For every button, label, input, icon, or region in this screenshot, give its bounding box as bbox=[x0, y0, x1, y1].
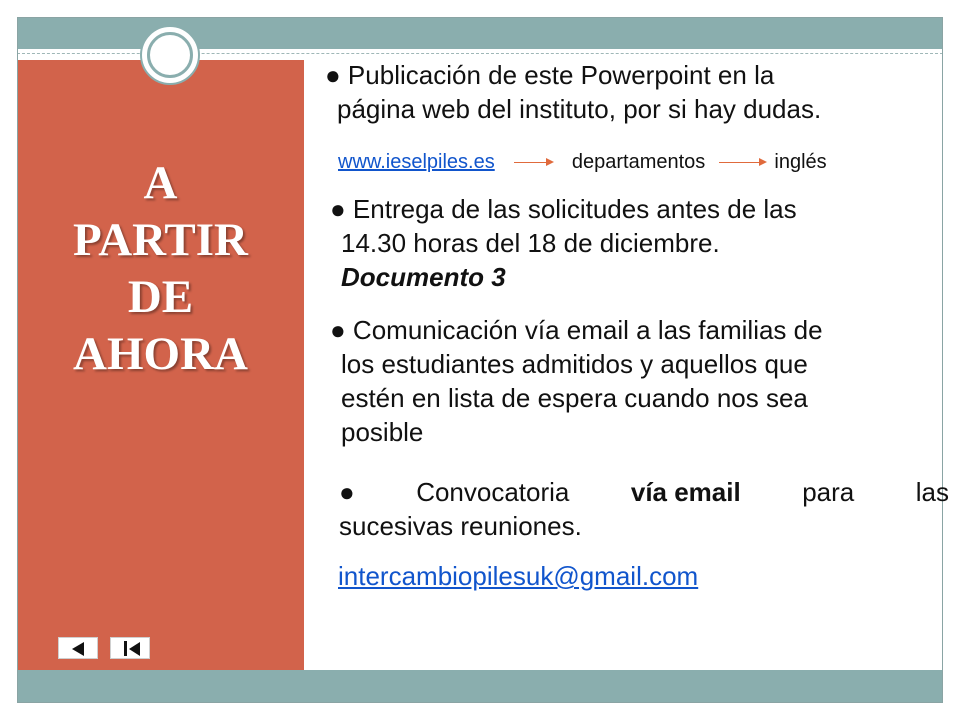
side-title-line: PARTIR bbox=[72, 214, 249, 266]
bullet-text: ● Comunicación vía email a las familias de bbox=[330, 315, 823, 345]
bullet-word: Convocatoria bbox=[416, 477, 570, 507]
bullet-text: ● Entrega de las solicitudes antes de las bbox=[330, 194, 797, 224]
side-title-line: DE bbox=[127, 271, 194, 323]
bullet-text: sucesivas reuniones. bbox=[339, 511, 582, 541]
path-step: departamentos bbox=[571, 151, 706, 173]
arrow-right-icon bbox=[514, 158, 554, 168]
first-slide-arrow-icon bbox=[129, 642, 140, 656]
document-reference: Documento 3 bbox=[341, 262, 506, 292]
circle-ornament-icon bbox=[140, 25, 200, 85]
web-path bbox=[338, 149, 827, 175]
bullet-text: 14.30 horas del 18 de diciembre. bbox=[341, 228, 720, 258]
previous-slide-button[interactable] bbox=[58, 637, 98, 659]
bullet-word-bold: vía email bbox=[630, 477, 741, 507]
first-slide-button[interactable] bbox=[110, 637, 150, 659]
email-link[interactable]: intercambiopilesuk@gmail.com bbox=[338, 561, 699, 591]
bullet-word: para bbox=[802, 477, 855, 507]
side-title bbox=[17, 155, 304, 383]
side-title-line: A bbox=[143, 157, 178, 209]
bullet-text: página web del instituto, por si hay dudas. bbox=[337, 94, 822, 124]
bullet-text: ● Publicación de este Powerpoint en la bbox=[325, 60, 775, 90]
bullet-publication bbox=[325, 58, 935, 126]
arrow-right-icon bbox=[719, 158, 767, 168]
previous-slide-icon bbox=[72, 642, 84, 656]
bullet-text: estén en lista de espera cuando nos sea bbox=[341, 383, 808, 413]
bullet-text: posible bbox=[341, 417, 424, 447]
bullet-word: las bbox=[915, 477, 949, 507]
bullet-meetings bbox=[339, 475, 949, 543]
side-title-line: AHORA bbox=[73, 328, 248, 380]
path-step: inglés bbox=[774, 151, 827, 173]
bullet-row bbox=[339, 475, 949, 509]
bullet-text: los estudiantes admitidos y aquellos que bbox=[341, 349, 808, 379]
circle-ornament-inner bbox=[147, 32, 193, 78]
website-link[interactable]: www.ieselpiles.es bbox=[338, 151, 495, 173]
bullet-applications bbox=[330, 192, 930, 294]
first-slide-icon bbox=[124, 641, 127, 656]
bullet-word: ● bbox=[339, 477, 355, 507]
bullet-communication bbox=[330, 313, 935, 449]
